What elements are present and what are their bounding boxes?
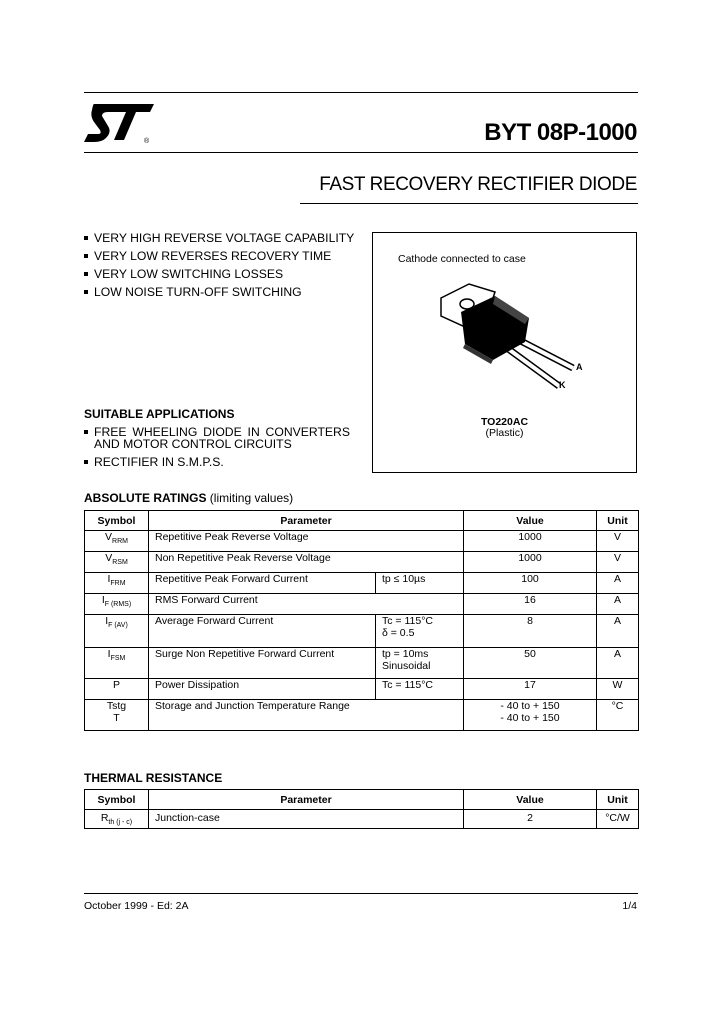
bullet-icon bbox=[84, 290, 88, 294]
table-row: $V_{RSM}$ Non Repetitive Peak Reverse Voltage 1000 V bbox=[85, 552, 639, 573]
bullet-icon bbox=[84, 236, 88, 240]
document-subtitle: FAST RECOVERY RECTIFIER DIODE bbox=[319, 174, 637, 195]
list-item: LOW NOISE TURN-OFF SWITCHING bbox=[84, 284, 354, 302]
top-rule bbox=[84, 92, 638, 93]
table-row: P Power Dissipation Tc = 115°C 17 W bbox=[85, 679, 639, 700]
list-item: RECTIFIER IN S.M.P.S. bbox=[84, 456, 350, 468]
pin-label-anode: A bbox=[576, 362, 583, 372]
table-row: $I_{F (RMS)}$ RMS Forward Current 16 A bbox=[85, 594, 639, 615]
bullet-icon bbox=[84, 460, 88, 464]
absolute-ratings-title: ABSOLUTE RATINGS (limiting values) bbox=[84, 491, 294, 505]
thermal-resistance-title: THERMAL RESISTANCE bbox=[84, 771, 223, 785]
bullet-icon bbox=[84, 430, 88, 434]
header-rule bbox=[84, 152, 638, 153]
list-item: FREE WHEELING DIODE IN CONVERTERS AND MOTOR CONTROL CIRCUITS bbox=[84, 426, 350, 450]
table-header-row: Symbol Parameter Value Unit bbox=[85, 511, 639, 531]
feature-list bbox=[84, 230, 354, 302]
page-number: 1/4 bbox=[622, 900, 637, 912]
footer-rule bbox=[84, 893, 638, 894]
list-item: VERY LOW SWITCHING LOSSES bbox=[84, 266, 354, 284]
table-header-row: Symbol Parameter Value Unit bbox=[85, 790, 639, 810]
table-row: $I_{F (AV)}$ Average Forward Current Tc = 115°C δ = 0.5 8 A bbox=[85, 615, 639, 648]
bullet-icon bbox=[84, 254, 88, 258]
part-number: BYT 08P-1000 bbox=[484, 119, 637, 146]
package-type: (Plastic) bbox=[485, 427, 524, 439]
table-row: $R_{th (j - c)}$ Junction-case 2 °C/W bbox=[85, 810, 639, 829]
table-row: $I_{FSM}$ Surge Non Repetitive Forward Current tp = 10ms Sinusoidal 50 A bbox=[85, 648, 639, 679]
absolute-ratings-table bbox=[84, 510, 639, 731]
pin-label-cathode: K bbox=[559, 380, 566, 390]
bullet-icon bbox=[84, 272, 88, 276]
applications-title: SUITABLE APPLICATIONS bbox=[84, 407, 235, 421]
footer-date: October 1999 - Ed: 2A bbox=[84, 900, 189, 912]
table-row: $I_{FRM}$ Repetitive Peak Forward Current tp ≤ 10µs 100 A bbox=[85, 573, 639, 594]
list-item: VERY HIGH REVERSE VOLTAGE CAPABILITY bbox=[84, 230, 354, 248]
subtitle-rule bbox=[300, 203, 638, 204]
registered-mark: ® bbox=[144, 138, 150, 145]
table-row: $V_{RRM}$ Repetitive Peak Reverse Voltage 1000 V bbox=[85, 531, 639, 552]
table-row: Tstg T Storage and Junction Temperature Range - 40 to + 150 - 40 to + 150 °C bbox=[85, 700, 639, 731]
package-caption: Cathode connected to case bbox=[398, 253, 526, 265]
applications-list bbox=[84, 426, 350, 474]
package-name: TO220AC bbox=[480, 416, 529, 428]
thermal-resistance-table bbox=[84, 789, 639, 829]
list-item: VERY LOW REVERSES RECOVERY TIME bbox=[84, 248, 354, 266]
